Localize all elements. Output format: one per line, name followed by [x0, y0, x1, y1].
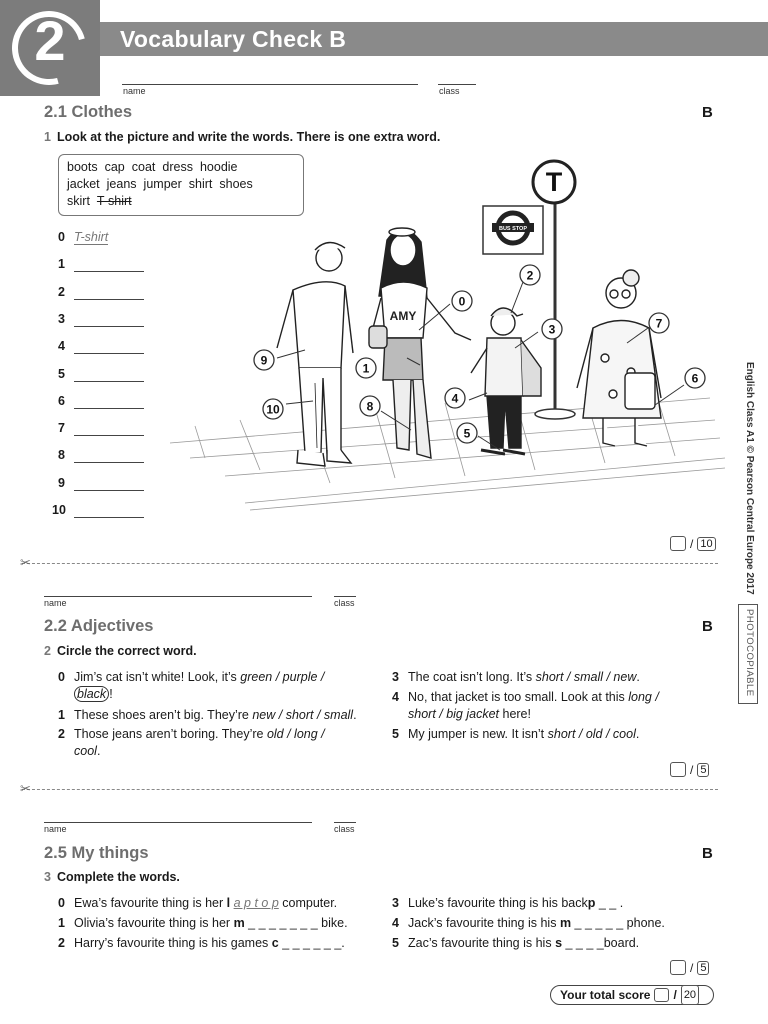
answer-row: 7: [58, 421, 65, 435]
answer-blank[interactable]: [74, 435, 144, 436]
callout-label: 1: [362, 361, 370, 376]
name-line[interactable]: [44, 822, 312, 823]
word-box: boots cap coat dress hoodie jacket jeans jumper shirt shoes skirt T-shirt: [58, 154, 304, 216]
answer-row: 0 T-shirt: [58, 230, 109, 244]
score-box: / 10: [670, 536, 716, 551]
bus-stop-text: BUS STOP: [498, 226, 528, 232]
copyright-text: English Class A1 © Pearson Central Europe 2017: [744, 362, 755, 595]
score-input[interactable]: [670, 536, 686, 551]
callout-label: 3: [548, 322, 556, 337]
callout-label: 4: [451, 391, 459, 406]
answer-blank[interactable]: [74, 408, 144, 409]
answer-blank[interactable]: [74, 271, 144, 272]
page-title: Vocabulary Check B: [120, 26, 347, 52]
callout-label: 10: [266, 402, 280, 417]
example-answer: T-shirt: [74, 230, 109, 244]
answer-blank[interactable]: [74, 381, 144, 382]
name-label: name: [44, 824, 67, 834]
instruction: 1 Look at the picture and write the words. There is one extra word.: [44, 130, 441, 144]
name-label: name: [44, 598, 67, 608]
answer-blank[interactable]: [74, 490, 144, 491]
callout-label: 9: [260, 353, 268, 368]
score-box: / 5: [670, 960, 709, 975]
score-input[interactable]: [670, 960, 686, 975]
cut-line: [22, 563, 718, 564]
callout-label: 5: [463, 426, 471, 441]
answer-blank[interactable]: [74, 517, 144, 518]
answer-row: 5: [58, 367, 65, 381]
answer-row: 3: [58, 312, 65, 326]
boy-figure: [471, 308, 541, 454]
answer-row: 2: [58, 285, 65, 299]
bus-stop-illustration: [165, 158, 725, 518]
total-score-input[interactable]: [654, 988, 669, 1002]
struck-word: T-shirt: [96, 194, 132, 208]
score-box: / 5: [670, 762, 709, 777]
photocopiable-box: PHOTOCOPIABLE: [738, 604, 758, 704]
scissors-icon: ✂: [20, 555, 31, 570]
total-score-label: Your total score: [560, 988, 651, 1002]
class-label: class: [334, 824, 355, 834]
callout-label: 6: [691, 371, 699, 386]
name-label: name: [123, 86, 146, 96]
answer-row: 1: [58, 257, 65, 271]
score-input[interactable]: [670, 762, 686, 777]
section-version: B: [702, 104, 713, 121]
stop-sign-letter: T: [545, 167, 563, 197]
instruction: 2 Circle the correct word.: [44, 644, 197, 658]
answer-row: 4: [58, 339, 65, 353]
section-title-clothes: 2.1 Clothes: [44, 103, 133, 121]
answer-blank[interactable]: [74, 299, 144, 300]
class-label: class: [439, 86, 460, 96]
section-version: B: [702, 845, 713, 862]
total-score: Your total score / 20: [550, 985, 714, 1005]
cut-line: [22, 789, 718, 790]
unit-badge: [0, 0, 100, 96]
callout-label: 2: [526, 268, 534, 283]
section-title-adjectives: 2.2 Adjectives: [44, 617, 154, 635]
circled-answer: black: [74, 686, 109, 702]
answer-row: 9: [58, 476, 65, 490]
answer-blank[interactable]: [74, 326, 144, 327]
answer-blank[interactable]: [74, 462, 144, 463]
answer-row: 6: [58, 394, 65, 408]
unit-number: 2: [34, 9, 66, 72]
answer-blank[interactable]: [74, 353, 144, 354]
callout-label: 7: [655, 316, 663, 331]
scissors-icon: ✂: [20, 781, 31, 796]
total-score-max: 20: [681, 985, 699, 1005]
grandmother-figure: [577, 270, 661, 446]
class-line[interactable]: [334, 822, 356, 823]
callout-label: 8: [366, 399, 374, 414]
instruction: 3 Complete the words.: [44, 870, 180, 884]
class-label: class: [334, 598, 355, 608]
shirt-text: AMY: [389, 309, 417, 323]
name-line[interactable]: [122, 84, 418, 85]
section-title-my-things: 2.5 My things: [44, 844, 149, 862]
class-line[interactable]: [438, 84, 476, 85]
callout-label: 0: [458, 294, 466, 309]
answer-row: 10: [52, 503, 66, 517]
answer-row: 8: [58, 448, 65, 462]
name-line[interactable]: [44, 596, 312, 597]
class-line[interactable]: [334, 596, 356, 597]
girl-figure: [366, 228, 471, 458]
section-version: B: [702, 618, 713, 635]
